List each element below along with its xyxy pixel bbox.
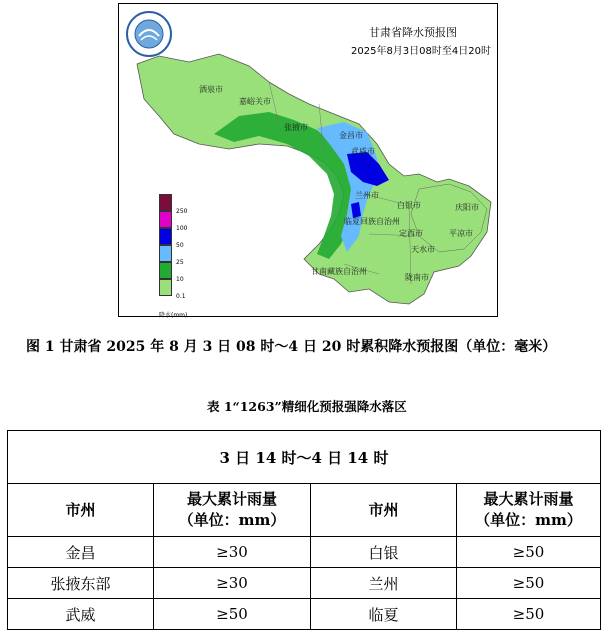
logo-icon xyxy=(125,10,173,58)
city-label: 临夏回族自治州 xyxy=(344,217,400,226)
header-rainfall-line2: （单位：mm） xyxy=(178,511,286,529)
row-city: 白银 xyxy=(311,537,457,568)
table-row xyxy=(8,599,601,630)
city-label: 庆阳市 xyxy=(455,203,479,212)
table-row xyxy=(8,568,601,599)
header-rainfall xyxy=(154,484,311,537)
city-label: 金昌市 xyxy=(339,131,363,140)
header-rainfall-line1: 最大累计雨量 xyxy=(483,490,574,508)
row-value: ≥50 xyxy=(457,537,601,568)
legend-swatch xyxy=(159,279,172,296)
table-period: 3 日 14 时～4 日 14 时 xyxy=(8,431,601,484)
city-label: 酒泉市 xyxy=(199,85,223,94)
city-label: 武威市 xyxy=(351,147,375,156)
precipitation-map xyxy=(118,3,498,317)
legend-label: 25 xyxy=(176,259,184,266)
legend-label: 0.1 xyxy=(176,293,186,300)
legend-label: 10 xyxy=(176,276,184,283)
row-city: 武威 xyxy=(8,599,154,630)
legend-swatch xyxy=(159,211,172,228)
map-time-range: 2025年8月3日08时至4日20时 xyxy=(351,46,491,57)
row-city: 张掖东部 xyxy=(8,568,154,599)
header-rainfall-line2: （单位：mm） xyxy=(475,511,582,529)
city-label: 天水市 xyxy=(411,245,435,254)
table-row xyxy=(8,537,601,568)
map-title: 甘肃省降水预报图 xyxy=(369,26,457,39)
city-label: 甘南藏族自治州 xyxy=(311,267,367,276)
row-city: 兰州 xyxy=(311,568,457,599)
rainfall-table xyxy=(7,430,601,630)
header-city: 市州 xyxy=(311,484,457,537)
legend-swatch xyxy=(159,245,172,262)
header-rainfall-line1: 最大累计雨量 xyxy=(186,490,277,508)
legend-swatch xyxy=(159,194,172,211)
city-label: 张掖市 xyxy=(284,123,308,132)
legend-label: 50 xyxy=(176,242,184,249)
row-city: 金昌 xyxy=(8,537,154,568)
city-label: 定西市 xyxy=(399,229,423,238)
row-value: ≥50 xyxy=(457,599,601,630)
row-value: ≥30 xyxy=(154,537,311,568)
row-value: ≥30 xyxy=(154,568,311,599)
city-label: 兰州市 xyxy=(355,191,379,200)
header-rainfall xyxy=(457,484,601,537)
city-label: 平凉市 xyxy=(449,229,473,238)
city-label: 嘉峪关市 xyxy=(239,97,271,106)
row-city: 临夏 xyxy=(311,599,457,630)
legend-label: 250 xyxy=(176,208,188,215)
row-value: ≥50 xyxy=(457,568,601,599)
legend-label: 100 xyxy=(176,225,188,232)
city-label: 白银市 xyxy=(397,201,421,210)
legend-swatch xyxy=(159,228,172,245)
header-city: 市州 xyxy=(8,484,154,537)
legend-unit: 降水(mm) xyxy=(159,312,188,319)
city-label: 陇南市 xyxy=(405,273,429,282)
row-value: ≥50 xyxy=(154,599,311,630)
figure-caption: 图 1 甘肃省 2025 年 8 月 3 日 08 时～4 日 20 时累积降水预报图（单位：毫米） xyxy=(26,339,557,355)
legend-swatch xyxy=(159,262,172,279)
table-title: 表 1“1263”精细化预报强降水落区 xyxy=(207,399,407,414)
